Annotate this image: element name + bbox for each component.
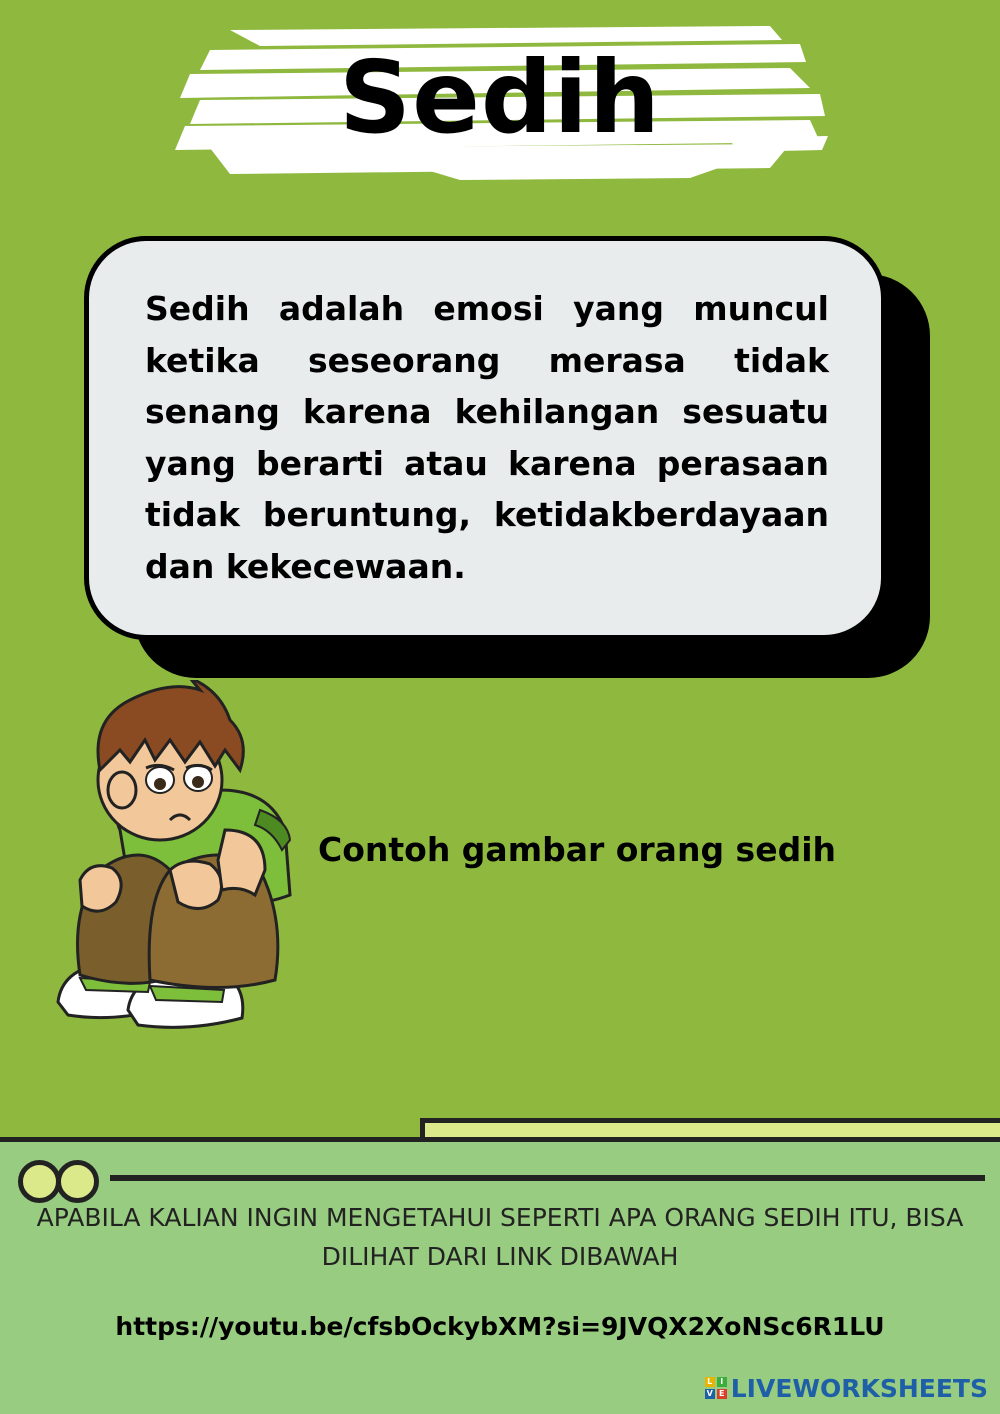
video-link[interactable]: https://youtu.be/cfsbOckybXM?si=9JVQX2XoNSc6R1LU — [115, 1312, 885, 1341]
definition-text: Sedih adalah emosi yang muncul ketika seseorang merasa tidak senang karena kehilangan sesuatu yang berarti atau karena perasaan tidak beruntung, ketidakberdayaan dan kekecewaan. — [145, 289, 829, 586]
liveworksheets-brand — [705, 1370, 988, 1406]
definition-card — [84, 236, 886, 640]
illustration-caption: Contoh gambar orang sedih — [318, 830, 837, 869]
dot-icon — [18, 1160, 61, 1203]
liveworksheets-logo-icon: L I V E — [705, 1377, 727, 1399]
footer-panel — [0, 1137, 1000, 1414]
divider — [110, 1175, 985, 1181]
dot-icon — [56, 1160, 99, 1203]
sad-boy-illustration — [50, 680, 300, 1040]
page-title: Sedih — [339, 39, 661, 156]
title-banner — [170, 18, 830, 188]
footer-note: APABILA KALIAN INGIN MENGETAHUI SEPERTI APA ORANG SEDIH ITU, BISA DILIHAT DARI LINK DIBAWAH — [36, 1203, 964, 1271]
brand-text: LIVEWORKSHEETS — [730, 1373, 988, 1403]
